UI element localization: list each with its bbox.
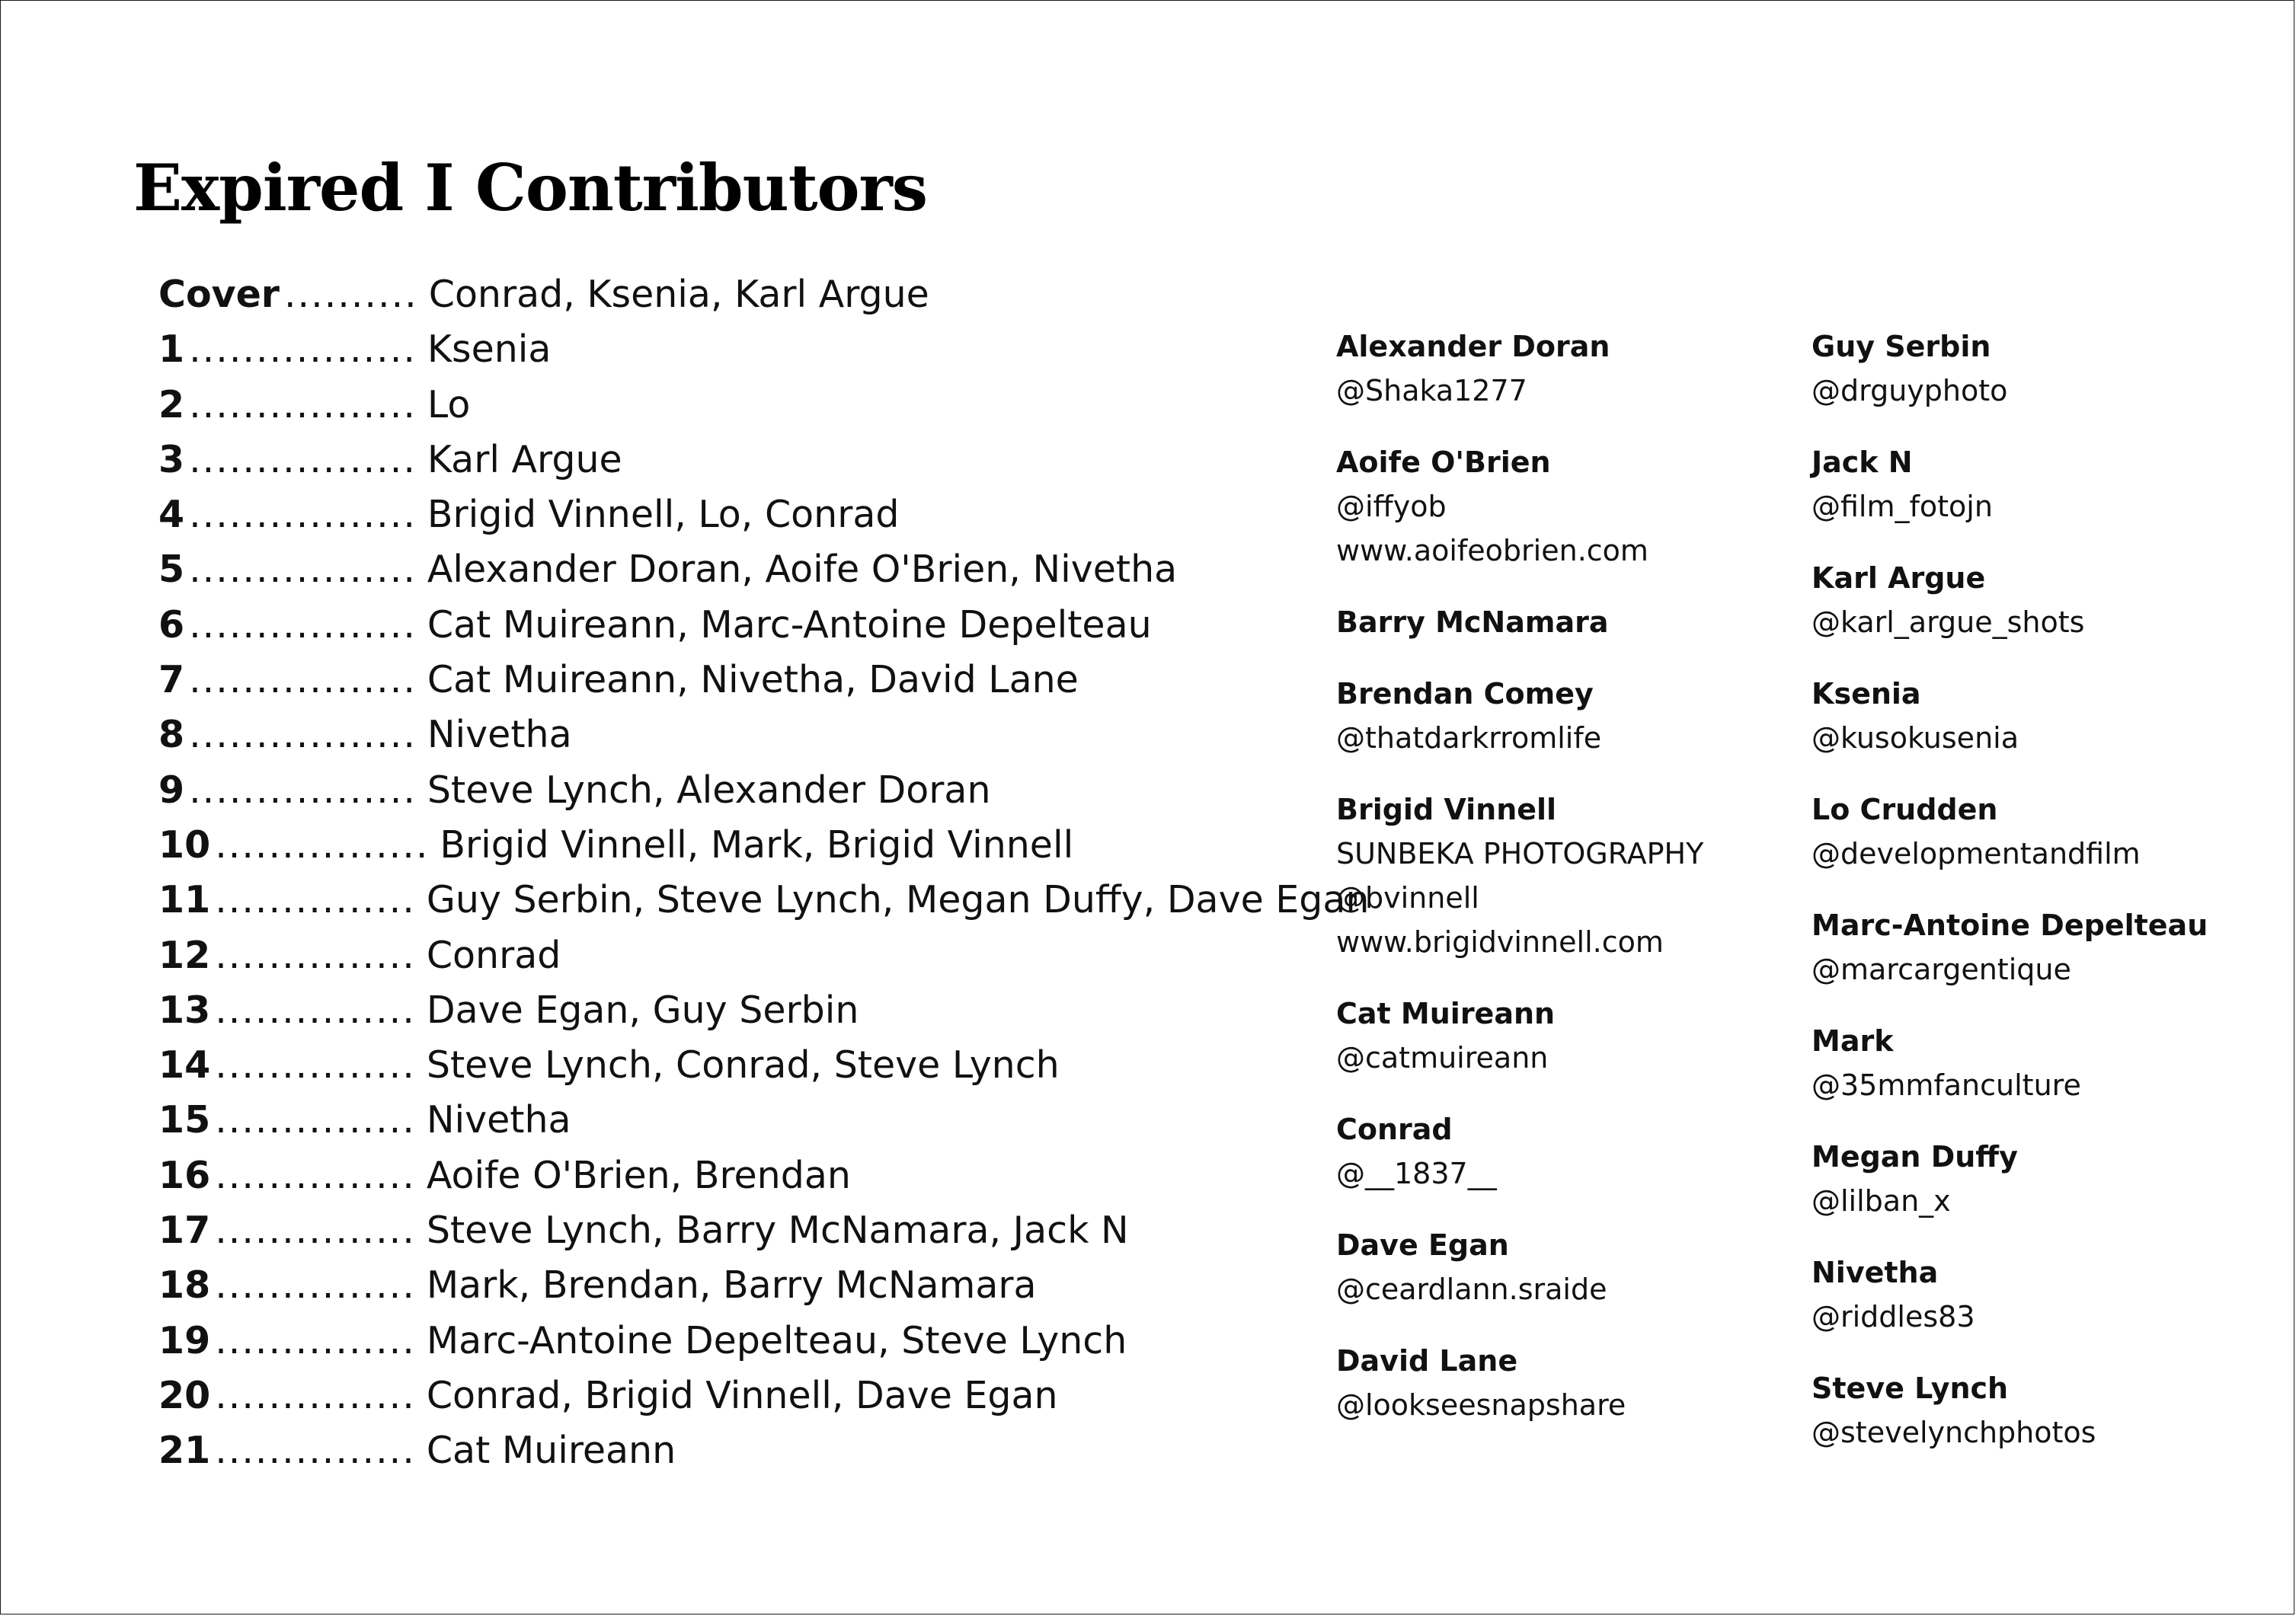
index-row-label: 5 xyxy=(158,548,185,592)
index-row-names: Brigid Vinnell, Mark, Brigid Vinnell xyxy=(440,822,1074,867)
contributor-name: Jack N xyxy=(1812,446,1913,479)
index-row-names: Guy Serbin, Steve Lynch, Megan Duffy, Dave Egan xyxy=(426,878,1370,922)
index-row-names: Nivetha xyxy=(427,713,572,757)
index-row-names: Steve Lynch, Alexander Doran xyxy=(427,768,991,812)
contributor-detail: @developmentandfilm xyxy=(1812,837,2141,870)
index-row-leader-dots: ............... xyxy=(215,1263,416,1308)
index-row xyxy=(158,1319,1240,1374)
contributor-detail: @iffyob xyxy=(1336,490,1447,523)
index-row-leader-dots: ................. xyxy=(189,437,417,481)
index-row xyxy=(158,658,1240,713)
index-row xyxy=(158,548,1240,602)
index-row-leader-dots: ............... xyxy=(215,933,416,977)
index-row xyxy=(158,273,1240,327)
index-row xyxy=(158,1429,1240,1483)
index-row xyxy=(158,327,1240,382)
index-row-names: Marc-Antoine Depelteau, Steve Lynch xyxy=(426,1318,1127,1362)
index-row-label: 6 xyxy=(158,602,185,647)
index-row-names: Steve Lynch, Barry McNamara, Jack N xyxy=(426,1209,1129,1253)
contributor-detail: www.brigidvinnell.com xyxy=(1336,925,1664,959)
contributor-entry xyxy=(1812,672,2269,760)
index-row xyxy=(158,603,1240,658)
contributor-name: Mark xyxy=(1812,1024,1894,1058)
index-row xyxy=(158,1154,1240,1209)
contributor-name: Lo Crudden xyxy=(1812,793,1998,826)
index-row-label: 10 xyxy=(158,822,211,867)
index-row-label: 18 xyxy=(158,1263,211,1308)
index-row-label: Cover xyxy=(158,273,280,316)
index-row-names: Aoife O'Brien, Brendan xyxy=(426,1153,851,1197)
index-row-label: 3 xyxy=(158,437,185,481)
index-row-leader-dots: ................. xyxy=(189,768,417,812)
contributor-detail: @drguyphoto xyxy=(1812,374,2008,407)
index-row-label: 4 xyxy=(158,493,185,537)
contributor-entry xyxy=(1336,1223,1763,1311)
index-row-leader-dots: ................. xyxy=(189,713,417,757)
index-row-names: Cat Muireann, Nivetha, David Lane xyxy=(427,658,1079,702)
contributor-name: Brendan Comey xyxy=(1336,677,1594,711)
index-row-leader-dots: ............... xyxy=(215,1153,416,1197)
index-row-names: Nivetha xyxy=(426,1098,571,1142)
index-row-leader-dots: ................. xyxy=(189,658,417,702)
index-row xyxy=(158,823,1240,878)
index-row xyxy=(158,878,1370,933)
index-row-leader-dots: ............... xyxy=(215,1429,416,1473)
index-row xyxy=(158,1374,1240,1429)
contributor-name: Guy Serbin xyxy=(1812,330,1991,363)
contributor-detail: SUNBEKA PHOTOGRAPHY xyxy=(1336,837,1704,870)
contributor-name: Alexander Doran xyxy=(1336,330,1610,363)
contributor-detail: @kusokusenia xyxy=(1812,721,2019,755)
index-row-label: 17 xyxy=(158,1209,211,1253)
contributor-detail: @Shaka1277 xyxy=(1336,374,1527,407)
contributor-name: Barry McNamara xyxy=(1336,605,1609,639)
contributor-name: Brigid Vinnell xyxy=(1336,793,1557,826)
index-row-label: 19 xyxy=(158,1318,211,1362)
contributor-entry xyxy=(1812,1250,2269,1339)
index-row xyxy=(158,988,1240,1043)
index-row xyxy=(158,1209,1240,1263)
index-row xyxy=(158,768,1240,823)
contributor-detail: @marcargentique xyxy=(1812,953,2071,986)
index-row-label: 14 xyxy=(158,1043,211,1087)
index-row-names: Mark, Brendan, Barry McNamara xyxy=(426,1263,1037,1308)
contributor-entry xyxy=(1336,1107,1763,1196)
index-row-leader-dots: ................. xyxy=(189,602,417,647)
contributor-detail: @catmuireann xyxy=(1336,1041,1549,1075)
index-row-names: Dave Egan, Guy Serbin xyxy=(426,988,859,1032)
index-row-names: Steve Lynch, Conrad, Steve Lynch xyxy=(426,1043,1060,1087)
contributor-entry xyxy=(1336,1339,1763,1427)
contributor-detail: @35mmfanculture xyxy=(1812,1068,2081,1102)
index-row-names: Cat Muireann, Marc-Antoine Depelteau xyxy=(427,602,1152,647)
contributor-column-right xyxy=(1812,324,2269,1482)
contributor-entry xyxy=(1812,324,2269,413)
index-row-names: Lo xyxy=(427,382,471,426)
index-row xyxy=(158,493,1240,548)
contributor-entry xyxy=(1812,787,2269,876)
index-row-label: 21 xyxy=(158,1429,211,1473)
index-row-leader-dots: ................. xyxy=(189,548,417,592)
index-row-leader-dots: ................. xyxy=(189,382,417,426)
index-row-label: 2 xyxy=(158,382,185,426)
index-row-names: Conrad xyxy=(426,933,561,977)
index-row-leader-dots: ............... xyxy=(215,1098,416,1142)
contributor-entry xyxy=(1336,324,1763,413)
index-row xyxy=(158,934,1240,988)
index-row xyxy=(158,1263,1240,1318)
contributor-detail: @thatdarkrromlife xyxy=(1336,721,1602,755)
index-row-label: 16 xyxy=(158,1153,211,1197)
index-row-leader-dots: .......... xyxy=(283,273,418,316)
contributor-name: Steve Lynch xyxy=(1812,1372,2009,1405)
index-row-names: Conrad, Ksenia, Karl Argue xyxy=(428,273,929,316)
contributor-name: Nivetha xyxy=(1812,1256,1939,1289)
index-row-names: Conrad, Brigid Vinnell, Dave Egan xyxy=(426,1373,1058,1417)
index-row-leader-dots: ............... xyxy=(215,1043,416,1087)
index-row-names: Cat Muireann xyxy=(426,1429,676,1473)
index-row xyxy=(158,1098,1240,1153)
contributor-entry xyxy=(1336,992,1763,1080)
index-row xyxy=(158,383,1240,438)
index-row-leader-dots: ................. xyxy=(189,327,417,372)
contributor-entry xyxy=(1812,440,2269,529)
contributor-entry xyxy=(1336,787,1763,964)
index-row-label: 11 xyxy=(158,878,211,922)
contributor-name: Cat Muireann xyxy=(1336,997,1556,1030)
index-row-label: 1 xyxy=(158,327,185,372)
contributor-entry xyxy=(1336,600,1763,644)
contributor-name: Conrad xyxy=(1336,1113,1453,1146)
index-row-label: 13 xyxy=(158,988,211,1032)
contributor-name: Ksenia xyxy=(1812,677,1921,711)
index-row xyxy=(158,713,1240,768)
index-row-leader-dots: ............... xyxy=(215,1318,416,1362)
contributor-detail: @stevelynchphotos xyxy=(1812,1416,2096,1449)
index-row xyxy=(158,1043,1240,1098)
index-row-label: 9 xyxy=(158,768,185,812)
contributor-name: Aoife O'Brien xyxy=(1336,446,1551,479)
index-row-names: Alexander Doran, Aoife O'Brien, Nivetha xyxy=(427,548,1178,592)
contributor-entry xyxy=(1336,672,1763,760)
contributor-entry xyxy=(1812,1366,2269,1455)
contributor-detail: @lilban_x xyxy=(1812,1184,1951,1218)
index-row-label: 12 xyxy=(158,933,211,977)
contributor-name: Megan Duffy xyxy=(1812,1140,2018,1174)
contributor-detail: @__1837__ xyxy=(1336,1157,1497,1190)
index-row-label: 20 xyxy=(158,1373,211,1417)
contributor-name: Karl Argue xyxy=(1812,561,1986,595)
contributor-detail: @film_fotojn xyxy=(1812,490,1993,523)
index-row-names: Ksenia xyxy=(427,327,552,372)
contributor-detail: @karl_argue_shots xyxy=(1812,605,2085,639)
index-row-label: 7 xyxy=(158,658,185,702)
contributor-name: Dave Egan xyxy=(1336,1228,1509,1262)
index-row-names: Karl Argue xyxy=(427,437,622,481)
contributor-detail: @ceardlann.sraide xyxy=(1336,1273,1607,1306)
contributor-detail: @riddles83 xyxy=(1812,1300,1975,1333)
contents-index xyxy=(158,273,1370,1484)
index-row-leader-dots: ................. xyxy=(189,493,417,537)
contributor-name: David Lane xyxy=(1336,1344,1518,1378)
contributor-detail: @bvinnell xyxy=(1336,881,1479,915)
contributor-name: Marc-Antoine Depelteau xyxy=(1812,909,2208,942)
index-row-leader-dots: ............... xyxy=(215,988,416,1032)
contributor-entry xyxy=(1812,556,2269,644)
contributor-entry xyxy=(1812,1019,2269,1107)
page-title: Expired I Contributors xyxy=(133,150,928,225)
contributor-column-left xyxy=(1336,324,1763,1455)
contributor-entry xyxy=(1812,1135,2269,1223)
contributor-entry xyxy=(1812,903,2269,992)
index-row-leader-dots: ............... xyxy=(215,878,416,922)
index-row-names: Brigid Vinnell, Lo, Conrad xyxy=(427,493,900,537)
index-row-leader-dots: ................ xyxy=(215,822,430,867)
index-row-leader-dots: ............... xyxy=(215,1373,416,1417)
index-row-label: 8 xyxy=(158,713,185,757)
index-row-label: 15 xyxy=(158,1098,211,1142)
index-row xyxy=(158,438,1240,493)
contributor-detail: @lookseesnapshare xyxy=(1336,1388,1626,1422)
contributor-entry xyxy=(1336,440,1763,573)
contributor-detail: www.aoifeobrien.com xyxy=(1336,534,1648,567)
index-row-leader-dots: ............... xyxy=(215,1209,416,1253)
